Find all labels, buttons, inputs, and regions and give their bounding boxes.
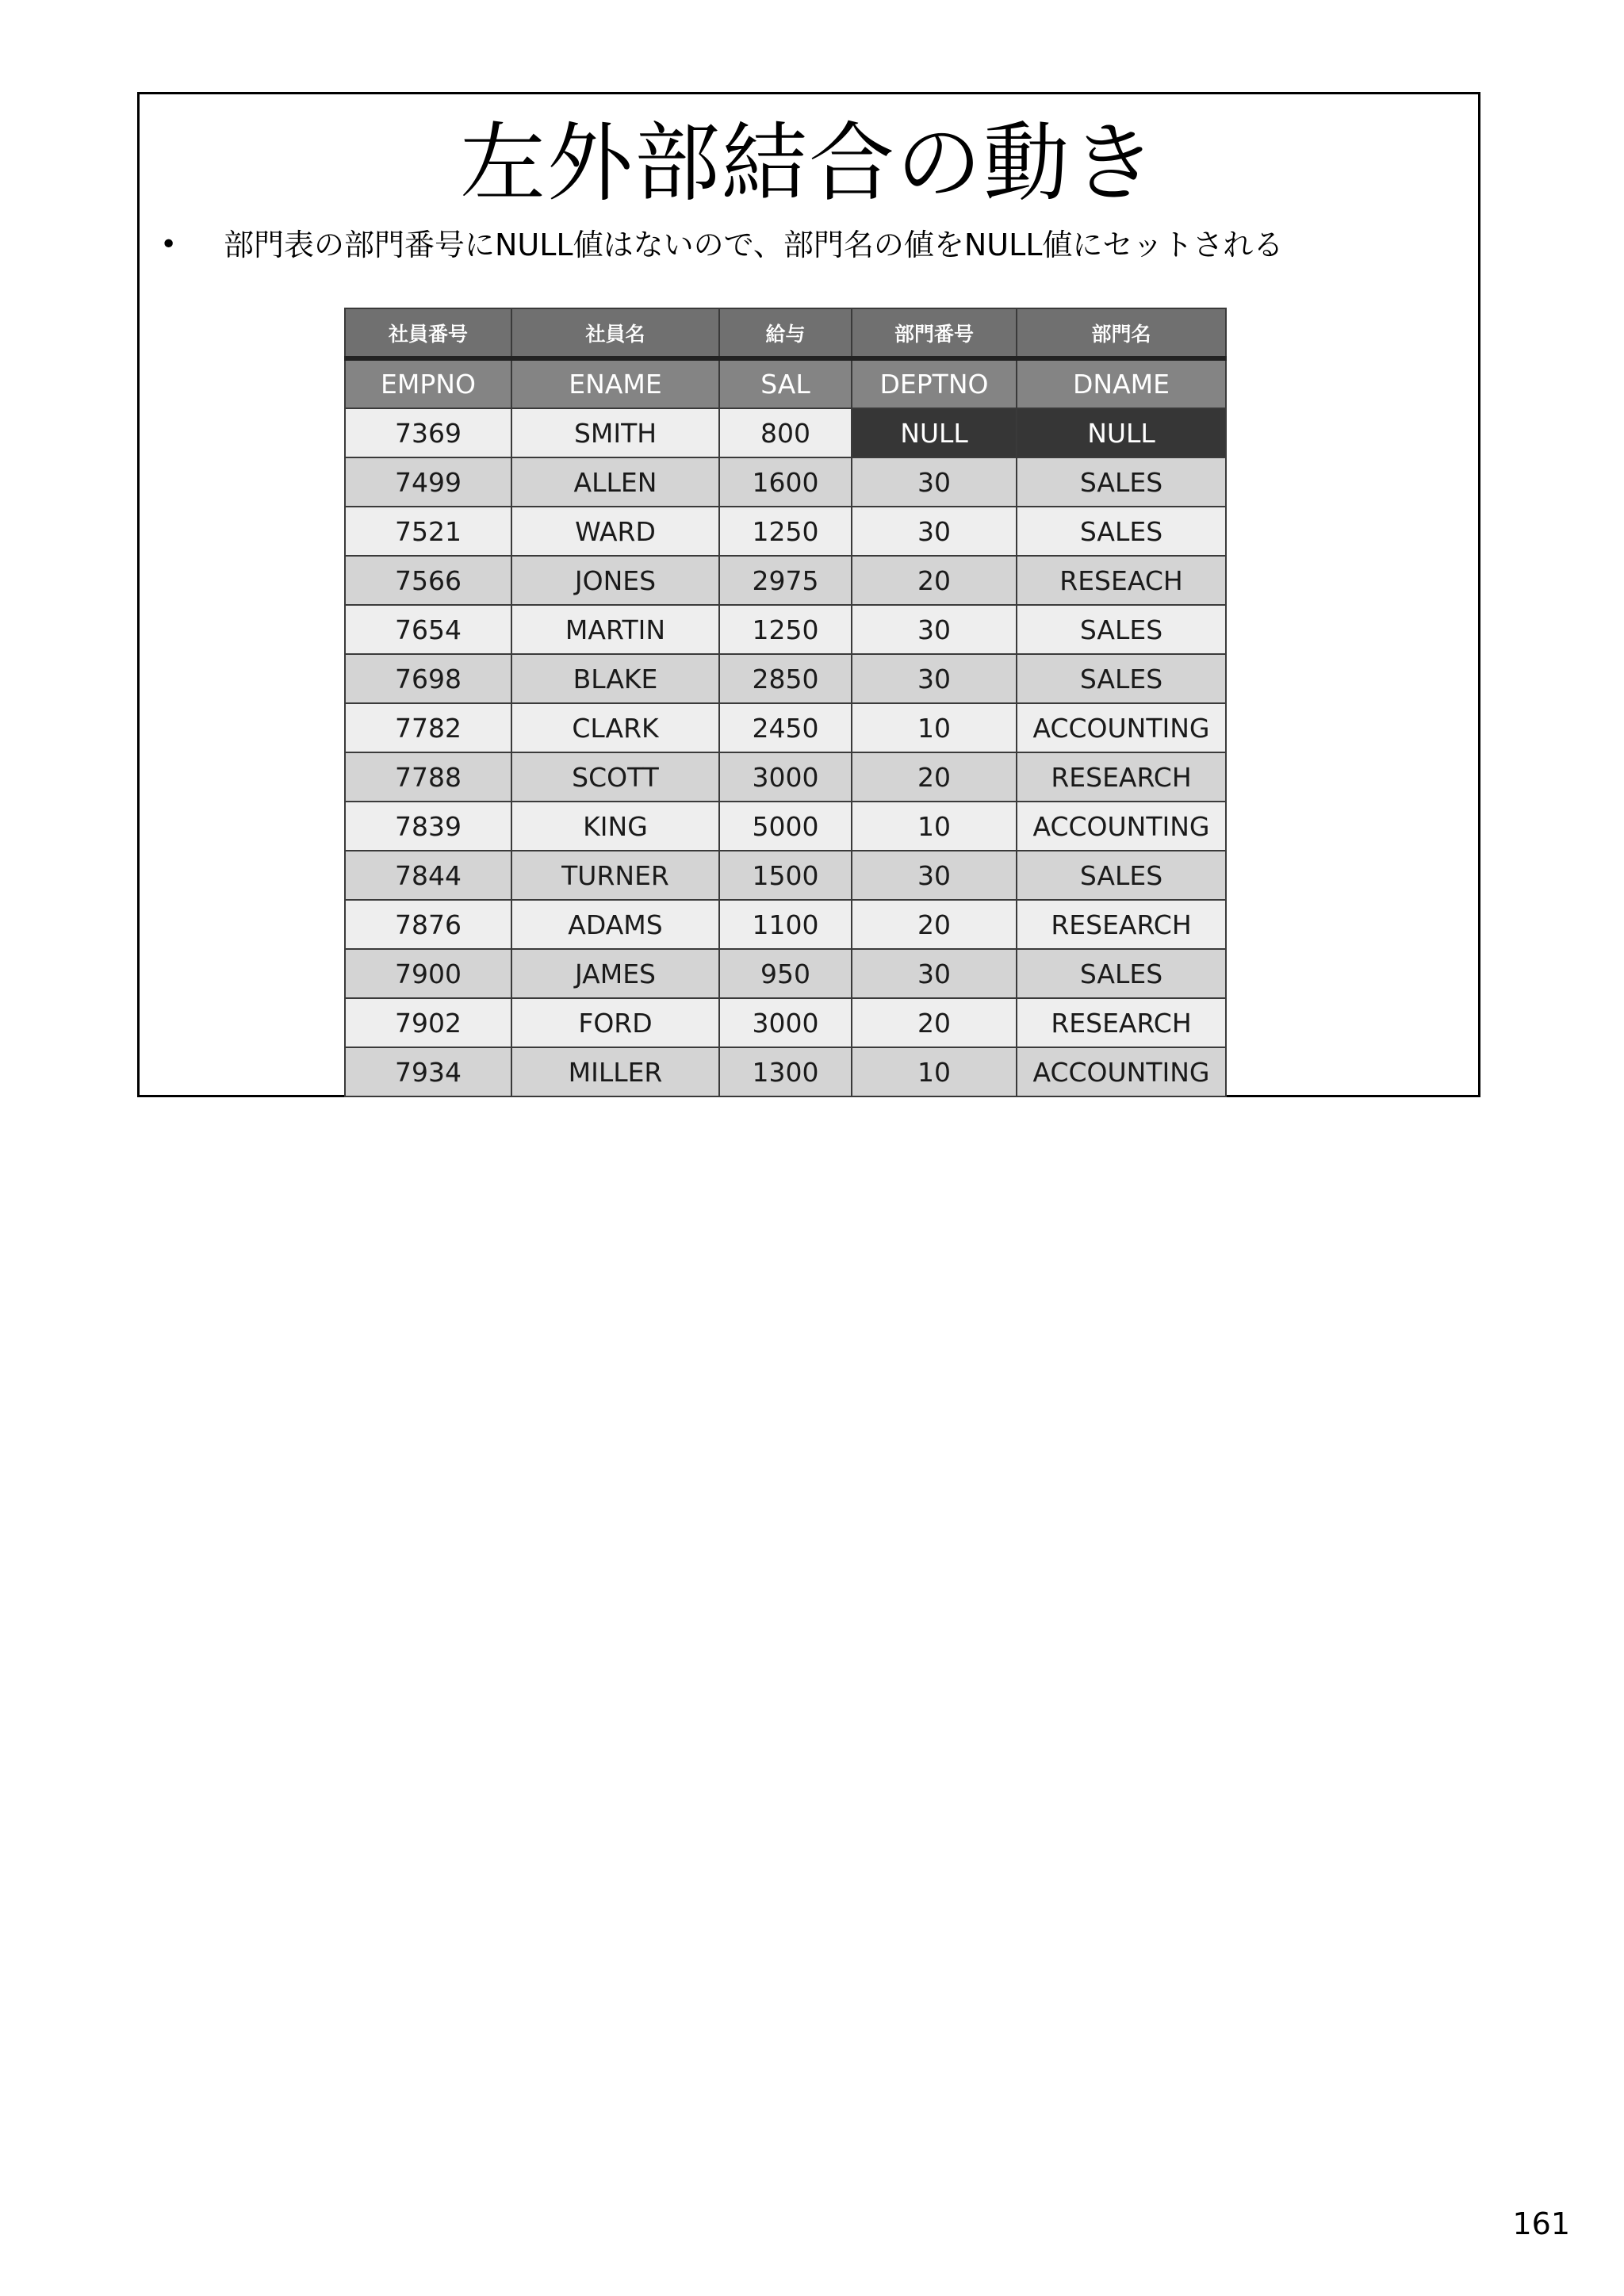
table-row	[345, 703, 1226, 752]
table-row	[345, 605, 1226, 654]
cell-ename: FORD	[511, 998, 719, 1047]
cell-empno: 7844	[345, 851, 511, 900]
cell-dname: RESEARCH	[1017, 900, 1226, 949]
cell-ename: KING	[511, 802, 719, 851]
cell-deptno: 20	[852, 998, 1017, 1047]
header-en-ename: ENAME	[511, 358, 719, 408]
cell-ename: BLAKE	[511, 654, 719, 703]
cell-empno: 7900	[345, 949, 511, 998]
cell-sal: 2450	[719, 703, 852, 752]
bullet-point	[155, 221, 1283, 269]
cell-dname: ACCOUNTING	[1017, 1047, 1226, 1096]
cell-sal: 1300	[719, 1047, 852, 1096]
table-row	[345, 1047, 1226, 1096]
table-row	[345, 507, 1226, 556]
cell-empno: 7499	[345, 457, 511, 507]
cell-empno: 7788	[345, 752, 511, 802]
cell-empno: 7566	[345, 556, 511, 605]
header-jp-empno: 社員番号	[345, 308, 511, 358]
header-en-deptno: DEPTNO	[852, 358, 1017, 408]
cell-sal: 2850	[719, 654, 852, 703]
cell-deptno: 30	[852, 654, 1017, 703]
cell-empno: 7369	[345, 408, 511, 457]
slide-frame	[137, 92, 1480, 1097]
cell-deptno: 30	[852, 949, 1017, 998]
cell-ename: SMITH	[511, 408, 719, 457]
cell-empno: 7782	[345, 703, 511, 752]
cell-dname: SALES	[1017, 605, 1226, 654]
cell-sal: 800	[719, 408, 852, 457]
cell-empno: 7934	[345, 1047, 511, 1096]
cell-deptno: 30	[852, 851, 1017, 900]
cell-dname: ACCOUNTING	[1017, 703, 1226, 752]
cell-ename: MARTIN	[511, 605, 719, 654]
employee-table	[344, 308, 1227, 1097]
header-en-sal: SAL	[719, 358, 852, 408]
cell-sal: 1500	[719, 851, 852, 900]
table-row	[345, 949, 1226, 998]
cell-deptno: 30	[852, 507, 1017, 556]
cell-ename: JAMES	[511, 949, 719, 998]
cell-sal: 2975	[719, 556, 852, 605]
cell-ename: SCOTT	[511, 752, 719, 802]
cell-deptno: 10	[852, 802, 1017, 851]
cell-sal: 5000	[719, 802, 852, 851]
slide-title: 左外部結合の動き	[459, 114, 1158, 213]
header-en-dname: DNAME	[1017, 358, 1226, 408]
table-row	[345, 408, 1226, 457]
cell-dname: RESEACH	[1017, 556, 1226, 605]
table-row	[345, 556, 1226, 605]
header-jp-ename: 社員名	[511, 308, 719, 358]
cell-dname-null: NULL	[1017, 408, 1226, 457]
table-row	[345, 802, 1226, 851]
cell-sal: 3000	[719, 752, 852, 802]
page-number: 161	[1512, 2206, 1570, 2241]
cell-deptno: 20	[852, 556, 1017, 605]
cell-ename: TURNER	[511, 851, 719, 900]
cell-sal: 1250	[719, 507, 852, 556]
cell-empno: 7654	[345, 605, 511, 654]
cell-empno: 7698	[345, 654, 511, 703]
cell-sal: 3000	[719, 998, 852, 1047]
cell-ename: MILLER	[511, 1047, 719, 1096]
cell-deptno: 10	[852, 1047, 1017, 1096]
table-row	[345, 998, 1226, 1047]
header-jp-dname: 部門名	[1017, 308, 1226, 358]
cell-dname: RESEARCH	[1017, 998, 1226, 1047]
cell-ename: JONES	[511, 556, 719, 605]
header-row-english	[345, 358, 1226, 408]
cell-deptno: 30	[852, 605, 1017, 654]
cell-ename: ALLEN	[511, 457, 719, 507]
table-row	[345, 752, 1226, 802]
cell-dname: SALES	[1017, 507, 1226, 556]
cell-dname: RESEARCH	[1017, 752, 1226, 802]
table-row	[345, 457, 1226, 507]
cell-sal: 1600	[719, 457, 852, 507]
cell-empno: 7521	[345, 507, 511, 556]
cell-empno: 7876	[345, 900, 511, 949]
cell-empno: 7839	[345, 802, 511, 851]
cell-deptno: 10	[852, 703, 1017, 752]
cell-ename: CLARK	[511, 703, 719, 752]
cell-dname: SALES	[1017, 851, 1226, 900]
cell-dname: ACCOUNTING	[1017, 802, 1226, 851]
cell-deptno: 20	[852, 752, 1017, 802]
cell-sal: 950	[719, 949, 852, 998]
header-en-empno: EMPNO	[345, 358, 511, 408]
cell-deptno: 30	[852, 457, 1017, 507]
cell-sal: 1250	[719, 605, 852, 654]
table-body	[345, 408, 1226, 1096]
header-jp-deptno: 部門番号	[852, 308, 1017, 358]
cell-dname: SALES	[1017, 457, 1226, 507]
table-row	[345, 654, 1226, 703]
header-row-japanese	[345, 308, 1226, 358]
table-row	[345, 900, 1226, 949]
cell-sal: 1100	[719, 900, 852, 949]
table-row	[345, 851, 1226, 900]
cell-dname: SALES	[1017, 654, 1226, 703]
cell-ename: ADAMS	[511, 900, 719, 949]
bullet-text: 部門表の部門番号にNULL値はないので、部門名の値をNULL値にセットされる	[224, 228, 1284, 262]
cell-dname: SALES	[1017, 949, 1226, 998]
bullet-marker: •	[160, 228, 178, 261]
header-jp-sal: 給与	[719, 308, 852, 358]
cell-deptno: 20	[852, 900, 1017, 949]
cell-empno: 7902	[345, 998, 511, 1047]
cell-deptno-null: NULL	[852, 408, 1017, 457]
cell-ename: WARD	[511, 507, 719, 556]
